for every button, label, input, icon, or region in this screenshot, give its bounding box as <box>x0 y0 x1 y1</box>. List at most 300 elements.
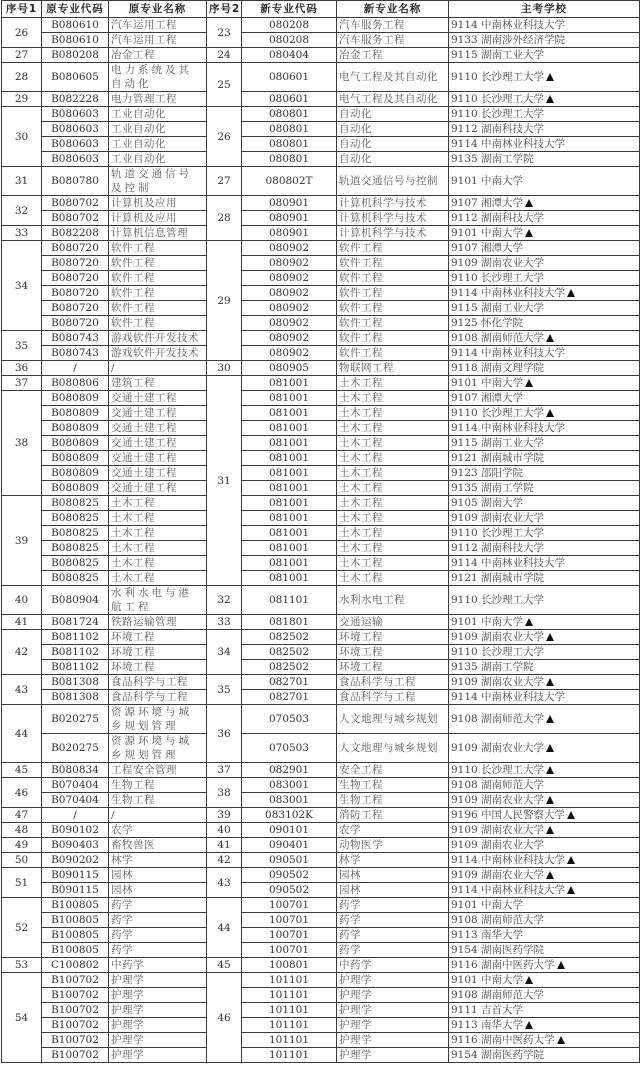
school-cell <box>449 571 640 586</box>
new-code-cell: 083001 <box>242 778 337 793</box>
new-name-cell: 软件工程 <box>337 271 449 286</box>
new-name-cell: 护理学 <box>337 973 449 988</box>
table-row <box>2 152 640 167</box>
table-row <box>2 107 640 122</box>
old-code-cell: B080834 <box>42 763 109 778</box>
old-code-cell: B100805 <box>42 943 109 958</box>
triangle-marker-icon <box>557 1036 565 1044</box>
school-name: 9114 中南林业科技大学 <box>451 287 566 299</box>
old-code-cell: B080825 <box>42 571 109 586</box>
table-body <box>2 18 640 1063</box>
school-cell <box>449 331 640 346</box>
new-name-cell: 土木工程 <box>337 571 449 586</box>
school-name: 9110 长沙理工大学 <box>451 594 545 606</box>
school-name: 9110 长沙理工大学 <box>451 272 545 284</box>
seq1-cell: 44 <box>2 705 42 763</box>
new-name-cell: 自动化 <box>337 107 449 122</box>
new-name-cell: 护理学 <box>337 1048 449 1063</box>
table-row <box>2 301 640 316</box>
header-seq1: 序号1 <box>2 1 42 18</box>
school-name: 9110 长沙理工大学 <box>451 527 545 539</box>
school-cell <box>449 48 640 63</box>
seq2-cell: 27 <box>207 167 242 196</box>
table-row <box>2 511 640 526</box>
school-cell <box>449 1033 640 1048</box>
old-name-cell: 软件工程 <box>109 301 207 316</box>
school-name: 9110 长沙理工大学 <box>451 93 545 105</box>
old-name-cell: 护理学 <box>109 1033 207 1048</box>
old-code-cell: B080603 <box>42 122 109 137</box>
school-cell <box>449 451 640 466</box>
school-name: 9109 湖南农业大学 <box>451 257 545 269</box>
triangle-marker-icon <box>567 886 575 894</box>
old-code-cell: B081724 <box>42 615 109 630</box>
new-name-cell: 护理学 <box>337 1018 449 1033</box>
school-cell <box>449 943 640 958</box>
new-name-cell: 园林 <box>337 883 449 898</box>
new-code-cell: 080902 <box>242 271 337 286</box>
table-row <box>2 778 640 793</box>
new-code-cell: 100801 <box>242 958 337 973</box>
new-name-cell: 土木工程 <box>337 541 449 556</box>
old-name-cell: 工业自动化 <box>109 107 207 122</box>
school-name: 9101 中南大学 <box>451 899 524 911</box>
new-code-cell: 081001 <box>242 391 337 406</box>
table-row <box>2 122 640 137</box>
table-row <box>2 541 640 556</box>
old-name-cell: 交通土建工程 <box>109 436 207 451</box>
old-code-cell: B080603 <box>42 107 109 122</box>
header-school: 主考学校 <box>449 1 640 18</box>
table-row <box>2 346 640 361</box>
seq2-cell: 44 <box>207 898 242 958</box>
new-code-cell: 082701 <box>242 690 337 705</box>
triangle-marker-icon <box>546 796 554 804</box>
school-cell <box>449 436 640 451</box>
school-cell <box>449 898 640 913</box>
school-cell <box>449 301 640 316</box>
seq1-cell: 32 <box>2 196 42 226</box>
seq1-cell: 35 <box>2 331 42 361</box>
old-name-cell: 药学 <box>109 898 207 913</box>
table-row <box>2 883 640 898</box>
new-name-cell: 土木工程 <box>337 466 449 481</box>
old-code-cell: B080809 <box>42 481 109 496</box>
seq1-cell: 30 <box>2 107 42 167</box>
new-code-cell: 082502 <box>242 660 337 675</box>
triangle-marker-icon <box>546 744 554 752</box>
new-code-cell: 101101 <box>242 1033 337 1048</box>
old-code-cell: B080743 <box>42 331 109 346</box>
school-cell <box>449 1003 640 1018</box>
old-code-cell: B080743 <box>42 346 109 361</box>
old-code-cell: B080603 <box>42 137 109 152</box>
seq1-cell: 27 <box>2 48 42 63</box>
school-name: 9101 中南大学 <box>451 974 524 986</box>
school-cell <box>449 556 640 571</box>
old-code-cell: B080780 <box>42 167 109 196</box>
school-cell <box>449 645 640 660</box>
new-code-cell: 100701 <box>242 913 337 928</box>
school-name: 9154 湖南医药学院 <box>451 1049 545 1061</box>
old-code-cell: B080809 <box>42 421 109 436</box>
school-name: 9109 湖南农业大学 <box>451 794 545 806</box>
school-name: 9114 中南林业科技大学 <box>451 557 566 569</box>
seq1-cell: 54 <box>2 973 42 1063</box>
old-name-cell: 轨道交通信号及控制 <box>109 167 207 196</box>
major-mapping-table <box>1 0 640 1063</box>
school-cell <box>449 286 640 301</box>
school-name: 9110 长沙理工大学 <box>451 71 545 83</box>
old-name-cell: 游戏软件开发技术 <box>109 346 207 361</box>
old-name-cell: 环境工程 <box>109 660 207 675</box>
old-name-cell: 软件工程 <box>109 271 207 286</box>
seq1-cell: 26 <box>2 18 42 48</box>
seq2-cell: 33 <box>207 615 242 630</box>
seq1-cell: 51 <box>2 868 42 898</box>
old-code-cell: B100805 <box>42 898 109 913</box>
school-cell <box>449 763 640 778</box>
school-name: 9110 长沙理工大学 <box>451 108 545 120</box>
new-code-cell: 081101 <box>242 586 337 615</box>
new-code-cell: 100701 <box>242 898 337 913</box>
school-cell <box>449 107 640 122</box>
old-code-cell: B080603 <box>42 152 109 167</box>
triangle-marker-icon <box>525 229 533 237</box>
old-code-cell: B090115 <box>42 868 109 883</box>
table-row <box>2 705 640 734</box>
new-name-cell: 电气工程及其自动化 <box>337 92 449 107</box>
school-name: 9101 中南大学 <box>451 616 524 628</box>
old-code-cell: B020275 <box>42 734 109 763</box>
new-code-cell: 080902 <box>242 301 337 316</box>
seq1-cell: 33 <box>2 226 42 241</box>
old-code-cell: B100805 <box>42 913 109 928</box>
table-row <box>2 466 640 481</box>
table-row <box>2 630 640 645</box>
table-row <box>2 988 640 1003</box>
new-name-cell: 轨道交通信号与控制 <box>337 167 449 196</box>
table-row <box>2 211 640 226</box>
table-row <box>2 33 640 48</box>
new-name-cell: 药学 <box>337 898 449 913</box>
new-code-cell: 101101 <box>242 973 337 988</box>
new-code-cell: 070503 <box>242 734 337 763</box>
table-row <box>2 853 640 868</box>
school-name: 9111 吉首大学 <box>451 1004 524 1016</box>
new-code-cell: 080901 <box>242 211 337 226</box>
triangle-marker-icon <box>525 1021 533 1029</box>
school-name: 9114 中南林业科技大学 <box>451 884 566 896</box>
school-cell <box>449 630 640 645</box>
seq1-cell: 53 <box>2 958 42 973</box>
old-name-cell: 护理学 <box>109 988 207 1003</box>
new-name-cell: 汽车服务工程 <box>337 18 449 33</box>
table-row <box>2 734 640 763</box>
old-code-cell: B080702 <box>42 211 109 226</box>
school-cell <box>449 838 640 853</box>
school-name: 9101 中南大学 <box>451 175 524 187</box>
old-code-cell: B080825 <box>42 556 109 571</box>
school-name: 9123 邵阳学院 <box>451 467 524 479</box>
new-name-cell: 药学 <box>337 913 449 928</box>
new-name-cell: 软件工程 <box>337 256 449 271</box>
new-name-cell: 护理学 <box>337 1003 449 1018</box>
old-name-cell: 护理学 <box>109 1003 207 1018</box>
old-code-cell: B080809 <box>42 391 109 406</box>
table-row <box>2 451 640 466</box>
old-code-cell: B100805 <box>42 928 109 943</box>
school-name: 9154 湖南医药学院 <box>451 944 545 956</box>
school-cell <box>449 226 640 241</box>
old-code-cell: B080825 <box>42 496 109 511</box>
school-cell <box>449 705 640 734</box>
new-code-cell: 081001 <box>242 556 337 571</box>
school-name: 9115 湖南工业大学 <box>451 49 545 61</box>
seq2-cell: 25 <box>207 63 242 107</box>
school-name: 9108 湖南师范大学 <box>451 332 545 344</box>
school-name: 9112 湖南科技大学 <box>451 212 545 224</box>
school-name: 9108 湖南师范大学 <box>451 914 545 926</box>
old-code-cell: B100702 <box>42 973 109 988</box>
triangle-marker-icon <box>546 715 554 723</box>
old-name-cell: 农学 <box>109 823 207 838</box>
table-row <box>2 690 640 705</box>
table-row <box>2 823 640 838</box>
old-name-cell: 土木工程 <box>109 571 207 586</box>
table-row <box>2 167 640 196</box>
table-row <box>2 571 640 586</box>
school-cell <box>449 868 640 883</box>
old-code-cell: B080610 <box>42 18 109 33</box>
table-row <box>2 1018 640 1033</box>
old-code-cell: / <box>42 361 109 376</box>
table-row <box>2 586 640 615</box>
seq1-cell: 43 <box>2 675 42 705</box>
new-code-cell: 070503 <box>242 705 337 734</box>
new-code-cell: 080801 <box>242 107 337 122</box>
seq1-cell: 41 <box>2 615 42 630</box>
school-name: 9108 湖南师范大学 <box>451 989 545 1001</box>
table-row <box>2 496 640 511</box>
school-cell <box>449 928 640 943</box>
seq2-cell: 28 <box>207 196 242 241</box>
new-code-cell: 083102K <box>242 808 337 823</box>
new-name-cell: 土木工程 <box>337 421 449 436</box>
seq2-cell: 34 <box>207 630 242 675</box>
school-cell <box>449 660 640 675</box>
school-name: 9109 湖南农业大学 <box>451 824 545 836</box>
new-name-cell: 冶金工程 <box>337 48 449 63</box>
new-name-cell: 软件工程 <box>337 286 449 301</box>
old-name-cell: 食品科学与工程 <box>109 675 207 690</box>
old-code-cell: B080720 <box>42 301 109 316</box>
school-cell <box>449 33 640 48</box>
school-name: 9114 中南林业科技大学 <box>451 138 566 150</box>
new-code-cell: 080601 <box>242 63 337 92</box>
new-name-cell: 人文地理与城乡规划 <box>337 734 449 763</box>
table-row <box>2 18 640 33</box>
seq2-cell: 32 <box>207 586 242 615</box>
old-name-cell: 交通土建工程 <box>109 391 207 406</box>
new-name-cell: 自动化 <box>337 122 449 137</box>
old-name-cell: 药学 <box>109 913 207 928</box>
new-code-cell: 080601 <box>242 92 337 107</box>
new-code-cell: 081001 <box>242 511 337 526</box>
new-code-cell: 090502 <box>242 883 337 898</box>
new-name-cell: 土木工程 <box>337 481 449 496</box>
old-code-cell: B090403 <box>42 838 109 853</box>
old-name-cell: 资源环境与城乡规划管理 <box>109 705 207 734</box>
seq2-cell: 37 <box>207 763 242 778</box>
new-code-cell: 081001 <box>242 496 337 511</box>
seq1-cell: 48 <box>2 823 42 838</box>
seq1-cell: 29 <box>2 92 42 107</box>
seq1-cell: 28 <box>2 63 42 92</box>
old-name-cell: 药学 <box>109 943 207 958</box>
school-cell <box>449 526 640 541</box>
table-row <box>2 898 640 913</box>
school-cell <box>449 167 640 196</box>
school-cell <box>449 496 640 511</box>
school-name: 9108 湖南师范大学 <box>451 779 545 791</box>
school-name: 9112 湖南科技大学 <box>451 123 545 135</box>
new-name-cell: 计算机科学与技术 <box>337 196 449 211</box>
new-name-cell: 食品科学与工程 <box>337 675 449 690</box>
new-code-cell: 081001 <box>242 451 337 466</box>
school-cell <box>449 808 640 823</box>
table-row <box>2 958 640 973</box>
old-name-cell: 计算机信息管理 <box>109 226 207 241</box>
seq2-cell: 30 <box>207 361 242 376</box>
table-row <box>2 615 640 630</box>
old-name-cell: / <box>109 808 207 823</box>
old-code-cell: B080904 <box>42 586 109 615</box>
new-name-cell: 环境工程 <box>337 645 449 660</box>
new-code-cell: 083001 <box>242 793 337 808</box>
table-row <box>2 316 640 331</box>
header-new-name: 新专业名称 <box>337 1 449 18</box>
new-code-cell: 080801 <box>242 137 337 152</box>
school-cell <box>449 152 640 167</box>
table-row <box>2 943 640 958</box>
new-code-cell: 080208 <box>242 33 337 48</box>
new-name-cell: 软件工程 <box>337 346 449 361</box>
new-name-cell: 药学 <box>337 943 449 958</box>
new-name-cell: 生物工程 <box>337 793 449 808</box>
old-code-cell: B080720 <box>42 256 109 271</box>
table-row <box>2 376 640 391</box>
seq1-cell: 36 <box>2 361 42 376</box>
new-code-cell: 081001 <box>242 406 337 421</box>
triangle-marker-icon <box>567 289 575 297</box>
new-code-cell: 100701 <box>242 943 337 958</box>
old-name-cell: 环境工程 <box>109 645 207 660</box>
table-row <box>2 241 640 256</box>
old-name-cell: 土木工程 <box>109 541 207 556</box>
triangle-marker-icon <box>546 826 554 834</box>
new-name-cell: 土木工程 <box>337 391 449 406</box>
school-name: 9109 湖南农业大学 <box>451 676 545 688</box>
seq2-cell: 24 <box>207 48 242 63</box>
table-header <box>2 1 640 18</box>
old-code-cell: B080702 <box>42 196 109 211</box>
triangle-marker-icon <box>546 95 554 103</box>
new-code-cell: 081001 <box>242 376 337 391</box>
new-code-cell: 080801 <box>242 122 337 137</box>
school-name: 9135 湖南工学院 <box>451 153 534 165</box>
old-name-cell: 交通土建工程 <box>109 466 207 481</box>
header-row <box>2 1 640 18</box>
new-code-cell: 081001 <box>242 436 337 451</box>
school-cell <box>449 271 640 286</box>
triangle-marker-icon <box>546 334 554 342</box>
old-name-cell: 土木工程 <box>109 556 207 571</box>
old-code-cell: B080825 <box>42 541 109 556</box>
school-cell <box>449 18 640 33</box>
triangle-marker-icon <box>525 379 533 387</box>
header-old-name: 原专业名称 <box>109 1 207 18</box>
new-name-cell: 计算机科学与技术 <box>337 211 449 226</box>
seq2-cell: 42 <box>207 853 242 868</box>
seq1-cell: 40 <box>2 586 42 615</box>
new-code-cell: 090501 <box>242 853 337 868</box>
seq2-cell: 46 <box>207 973 242 1063</box>
new-name-cell: 动物医学 <box>337 838 449 853</box>
old-name-cell: 工程安全管理 <box>109 763 207 778</box>
old-code-cell: B080720 <box>42 271 109 286</box>
school-cell <box>449 541 640 556</box>
new-code-cell: 080902 <box>242 331 337 346</box>
school-cell <box>449 511 640 526</box>
new-code-cell: 081001 <box>242 571 337 586</box>
old-code-cell: B081102 <box>42 645 109 660</box>
new-name-cell: 人文地理与城乡规划 <box>337 705 449 734</box>
table-row <box>2 331 640 346</box>
old-code-cell: B082228 <box>42 92 109 107</box>
school-name: 9109 湖南农业大学 <box>451 869 545 881</box>
school-cell <box>449 256 640 271</box>
school-cell <box>449 690 640 705</box>
new-code-cell: 080802T <box>242 167 337 196</box>
new-name-cell: 中药学 <box>337 958 449 973</box>
old-name-cell: 汽车运用工程 <box>109 33 207 48</box>
table-row <box>2 556 640 571</box>
table-row <box>2 526 640 541</box>
school-cell <box>449 406 640 421</box>
school-name: 9114 中南林业科技大学 <box>451 19 566 31</box>
table-row <box>2 48 640 63</box>
new-name-cell: 消防工程 <box>337 808 449 823</box>
new-name-cell: 安全工程 <box>337 763 449 778</box>
table-row <box>2 63 640 92</box>
old-name-cell: 园林 <box>109 868 207 883</box>
school-cell <box>449 376 640 391</box>
table-row <box>2 481 640 496</box>
seq1-cell: 50 <box>2 853 42 868</box>
old-code-cell: B081102 <box>42 660 109 675</box>
table-row <box>2 196 640 211</box>
old-code-cell: B080720 <box>42 286 109 301</box>
old-name-cell: 软件工程 <box>109 286 207 301</box>
table-row <box>2 793 640 808</box>
school-name: 9109 湖南农业大学 <box>451 742 545 754</box>
school-cell <box>449 196 640 211</box>
school-name: 9114 中南林业科技大学 <box>451 854 566 866</box>
triangle-marker-icon <box>546 633 554 641</box>
seq1-cell: 46 <box>2 778 42 808</box>
school-name: 9135 湖南工学院 <box>451 482 534 494</box>
